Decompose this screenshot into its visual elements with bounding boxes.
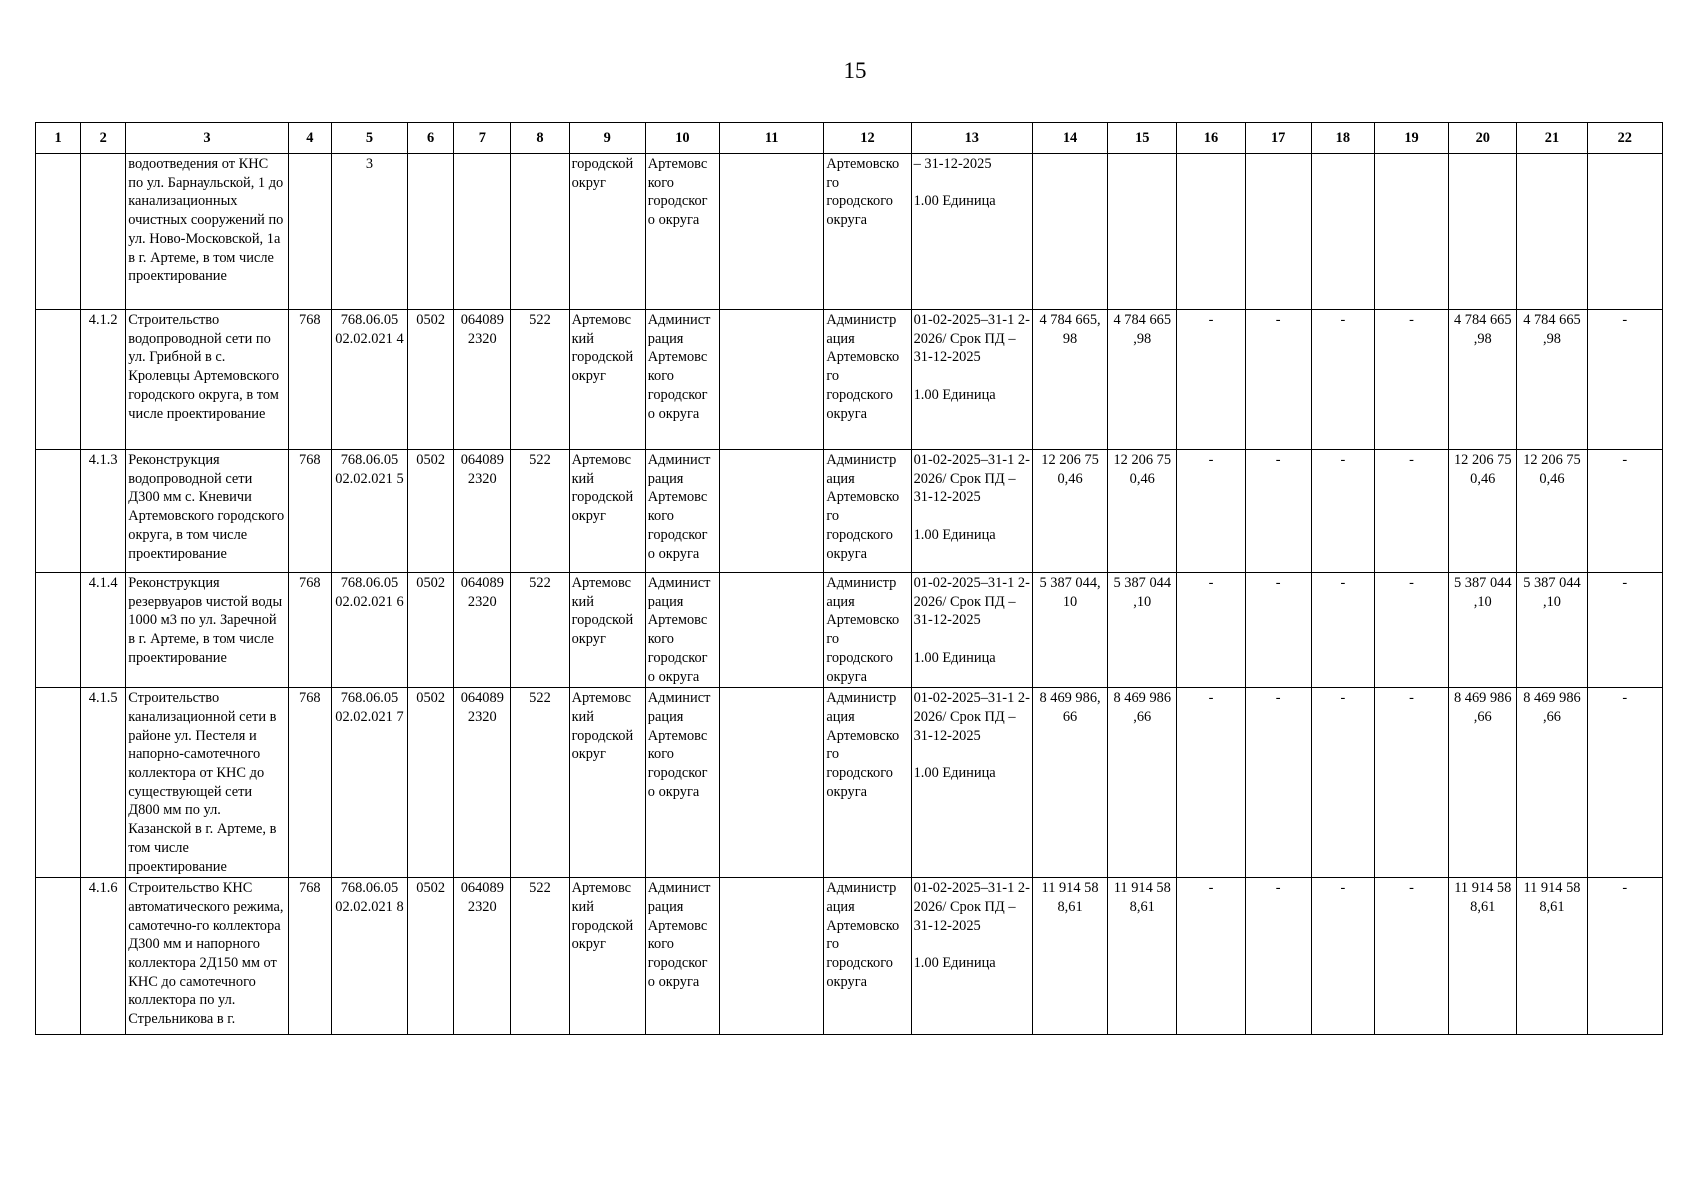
column-header: 16: [1177, 123, 1245, 154]
table-cell: [720, 878, 824, 1035]
table-cell: 4.1.5: [81, 688, 126, 878]
table-cell: 4 784 665 ,98: [1517, 310, 1587, 450]
table-cell: Администр ация Артемовско го городского округа: [824, 450, 911, 573]
table-cell: -: [1177, 878, 1245, 1035]
table-cell: -: [1245, 573, 1311, 688]
table-cell: -: [1374, 878, 1448, 1035]
table-cell: [1311, 154, 1374, 310]
table-cell: [1245, 154, 1311, 310]
table-cell: [511, 154, 569, 310]
table-cell: Реконструкция резервуаров чистой воды 1000 м3 по ул. Заречной в г. Артеме, в том числе проектирование: [126, 573, 288, 688]
table-cell: 01-02-2025–31-1 2-2026/ Срок ПД – 31-12-2025 1.00 Единица: [911, 573, 1032, 688]
column-header: 13: [911, 123, 1032, 154]
table-cell: [1449, 154, 1517, 310]
table-cell: [36, 310, 81, 450]
table-cell: 4.1.2: [81, 310, 126, 450]
table-row: [36, 154, 1663, 310]
table-cell: 8 469 986, 66: [1032, 688, 1107, 878]
table-cell: 4 784 665 ,98: [1449, 310, 1517, 450]
table-cell: Артемовс кого городског о округа: [645, 154, 719, 310]
table-cell: 0502: [408, 573, 454, 688]
table-cell: 768: [288, 310, 331, 450]
table-cell: 0502: [408, 310, 454, 450]
table-cell: 0502: [408, 878, 454, 1035]
table-cell: Администр ация Артемовско го городского округа: [824, 573, 911, 688]
table-cell: -: [1245, 450, 1311, 573]
table-cell: -: [1245, 688, 1311, 878]
table-cell: 0502: [408, 450, 454, 573]
column-header: 1: [36, 123, 81, 154]
table-cell: [1032, 154, 1107, 310]
column-header: 11: [720, 123, 824, 154]
table-cell: -: [1177, 450, 1245, 573]
table-row: [36, 878, 1663, 1035]
column-header: 20: [1449, 123, 1517, 154]
table-cell: 4.1.3: [81, 450, 126, 573]
table-cell: 12 206 75 0,46: [1032, 450, 1107, 573]
table-cell: 4 784 665, 98: [1032, 310, 1107, 450]
table-cell: 01-02-2025–31-1 2-2026/ Срок ПД – 31-12-2025 1.00 Единица: [911, 450, 1032, 573]
table-cell: 064089 2320: [454, 450, 511, 573]
table-cell: Строительство водопроводной сети по ул. Грибной в с. Кролевцы Артемовского городского округа, в том числе проектирование: [126, 310, 288, 450]
table-cell: -: [1587, 573, 1662, 688]
column-header: 19: [1374, 123, 1448, 154]
table-cell: -: [1374, 573, 1448, 688]
table-cell: 0502: [408, 688, 454, 878]
table-cell: 11 914 58 8,61: [1517, 878, 1587, 1035]
table-cell: -: [1245, 878, 1311, 1035]
table-cell: 12 206 75 0,46: [1517, 450, 1587, 573]
table-cell: [720, 688, 824, 878]
table-cell: 3: [331, 154, 407, 310]
column-header: 3: [126, 123, 288, 154]
table-cell: [1587, 154, 1662, 310]
table-cell: -: [1374, 310, 1448, 450]
table-cell: -: [1177, 310, 1245, 450]
table-cell: 4.1.6: [81, 878, 126, 1035]
column-header: 6: [408, 123, 454, 154]
table-cell: 768.06.05 02.02.021 6: [331, 573, 407, 688]
table-cell: 768.06.05 02.02.021 7: [331, 688, 407, 878]
table-cell: 768.06.05 02.02.021 5: [331, 450, 407, 573]
table-cell: 768.06.05 02.02.021 8: [331, 878, 407, 1035]
table-cell: [720, 310, 824, 450]
column-header: 5: [331, 123, 407, 154]
table-cell: 064089 2320: [454, 688, 511, 878]
table-cell: -: [1587, 450, 1662, 573]
table-cell: 5 387 044 ,10: [1517, 573, 1587, 688]
column-header: 15: [1108, 123, 1177, 154]
table-cell: [36, 688, 81, 878]
table-cell: -: [1311, 450, 1374, 573]
table-cell: [1177, 154, 1245, 310]
table-cell: Артемовс кий городской округ: [569, 573, 645, 688]
table-cell: 01-02-2025–31-1 2-2026/ Срок ПД – 31-12-2025 1.00 Единица: [911, 878, 1032, 1035]
column-header: 10: [645, 123, 719, 154]
table-cell: Реконструкция водопроводной сети Д300 мм с. Кневичи Артемовского городского округа, в том числе проектирование: [126, 450, 288, 573]
table-cell: Артемовс кий городской округ: [569, 878, 645, 1035]
table-cell: 11 914 58 8,61: [1108, 878, 1177, 1035]
table-cell: 12 206 75 0,46: [1108, 450, 1177, 573]
table-cell: Артемовс кий городской округ: [569, 688, 645, 878]
table-cell: [720, 450, 824, 573]
table-cell: 522: [511, 688, 569, 878]
table-cell: [1374, 154, 1448, 310]
table-cell: Администр ация Артемовско го городского округа: [824, 688, 911, 878]
table-cell: [1517, 154, 1587, 310]
table-cell: 11 914 58 8,61: [1032, 878, 1107, 1035]
table-cell: Строительство канализационной сети в районе ул. Пестеля и напорно-самотечного коллектора от КНС до существующей сети Д800 мм по ул. Казанской в г. Артеме, в том числе проектирование: [126, 688, 288, 878]
table-cell: 768: [288, 688, 331, 878]
table-row: [36, 450, 1663, 573]
table-cell: [36, 154, 81, 310]
table-cell: Админист рация Артемовс кого городског о округа: [645, 573, 719, 688]
table-cell: [720, 573, 824, 688]
table-cell: [288, 154, 331, 310]
table-cell: Админист рация Артемовс кого городског о округа: [645, 310, 719, 450]
table-cell: 522: [511, 878, 569, 1035]
table-cell: [81, 154, 126, 310]
table-cell: 4 784 665 ,98: [1108, 310, 1177, 450]
table-cell: 522: [511, 573, 569, 688]
table-cell: 8 469 986 ,66: [1517, 688, 1587, 878]
table-row: [36, 310, 1663, 450]
table-cell: – 31-12-2025 1.00 Единица: [911, 154, 1032, 310]
table-cell: -: [1587, 688, 1662, 878]
table-cell: 01-02-2025–31-1 2-2026/ Срок ПД – 31-12-2025 1.00 Единица: [911, 688, 1032, 878]
table-cell: [720, 154, 824, 310]
table-cell: -: [1374, 688, 1448, 878]
table-cell: 8 469 986 ,66: [1108, 688, 1177, 878]
table-cell: 12 206 75 0,46: [1449, 450, 1517, 573]
table-body: [36, 154, 1663, 1035]
table-cell: 064089 2320: [454, 310, 511, 450]
table-cell: 11 914 58 8,61: [1449, 878, 1517, 1035]
table-cell: -: [1587, 878, 1662, 1035]
table-cell: водоотведения от КНС по ул. Барнаульской, 1 до канализационных очистных сооружений по ул. Ново-Московской, 1а в г. Артеме, в том числе проектирование: [126, 154, 288, 310]
table-cell: 768: [288, 573, 331, 688]
column-header: 22: [1587, 123, 1662, 154]
table-cell: Артемовско го городского округа: [824, 154, 911, 310]
table-cell: -: [1177, 573, 1245, 688]
table-cell: [1108, 154, 1177, 310]
table-cell: -: [1311, 688, 1374, 878]
table-cell: Администр ация Артемовско го городского округа: [824, 310, 911, 450]
table-cell: -: [1587, 310, 1662, 450]
column-header: 12: [824, 123, 911, 154]
table-cell: -: [1374, 450, 1448, 573]
table-cell: 522: [511, 310, 569, 450]
table-cell: [36, 573, 81, 688]
table-cell: 01-02-2025–31-1 2-2026/ Срок ПД – 31-12-2025 1.00 Единица: [911, 310, 1032, 450]
table-cell: Админист рация Артемовс кого городског о округа: [645, 878, 719, 1035]
table-cell: Артемовс кий городской округ: [569, 450, 645, 573]
column-header: 9: [569, 123, 645, 154]
table-cell: -: [1311, 573, 1374, 688]
table-cell: 064089 2320: [454, 878, 511, 1035]
table-header-row: [36, 123, 1663, 154]
table-cell: [454, 154, 511, 310]
table-cell: 5 387 044 ,10: [1449, 573, 1517, 688]
table-cell: -: [1311, 310, 1374, 450]
column-header: 7: [454, 123, 511, 154]
table-cell: Админист рация Артемовс кого городског о округа: [645, 450, 719, 573]
table-cell: [36, 878, 81, 1035]
table-cell: 8 469 986 ,66: [1449, 688, 1517, 878]
table-cell: Администр ация Артемовско го городского округа: [824, 878, 911, 1035]
column-header: 17: [1245, 123, 1311, 154]
table-row: [36, 688, 1663, 878]
table-cell: городской округ: [569, 154, 645, 310]
table-cell: Артемовс кий городской округ: [569, 310, 645, 450]
table-cell: -: [1177, 688, 1245, 878]
column-header: 8: [511, 123, 569, 154]
column-header: 2: [81, 123, 126, 154]
table-cell: 768: [288, 450, 331, 573]
table-cell: Админист рация Артемовс кого городског о округа: [645, 688, 719, 878]
column-header: 4: [288, 123, 331, 154]
table-cell: 522: [511, 450, 569, 573]
table-cell: Строительство КНС автоматического режима, самотечно-го коллектора Д300 мм и напорного коллектора 2Д150 мм от КНС до самотечного коллектора по ул. Стрельникова в г.: [126, 878, 288, 1035]
budget-table: [35, 122, 1663, 1035]
table-cell: 768: [288, 878, 331, 1035]
table-cell: [408, 154, 454, 310]
table-cell: 5 387 044, 10: [1032, 573, 1107, 688]
column-header: 21: [1517, 123, 1587, 154]
table-cell: 768.06.05 02.02.021 4: [331, 310, 407, 450]
page-number: 15: [843, 58, 867, 83]
table-cell: 4.1.4: [81, 573, 126, 688]
table-cell: 5 387 044 ,10: [1108, 573, 1177, 688]
table-cell: -: [1311, 878, 1374, 1035]
table-cell: [36, 450, 81, 573]
table-row: [36, 573, 1663, 688]
table-cell: 064089 2320: [454, 573, 511, 688]
column-header: 14: [1032, 123, 1107, 154]
table-cell: -: [1245, 310, 1311, 450]
column-header: 18: [1311, 123, 1374, 154]
